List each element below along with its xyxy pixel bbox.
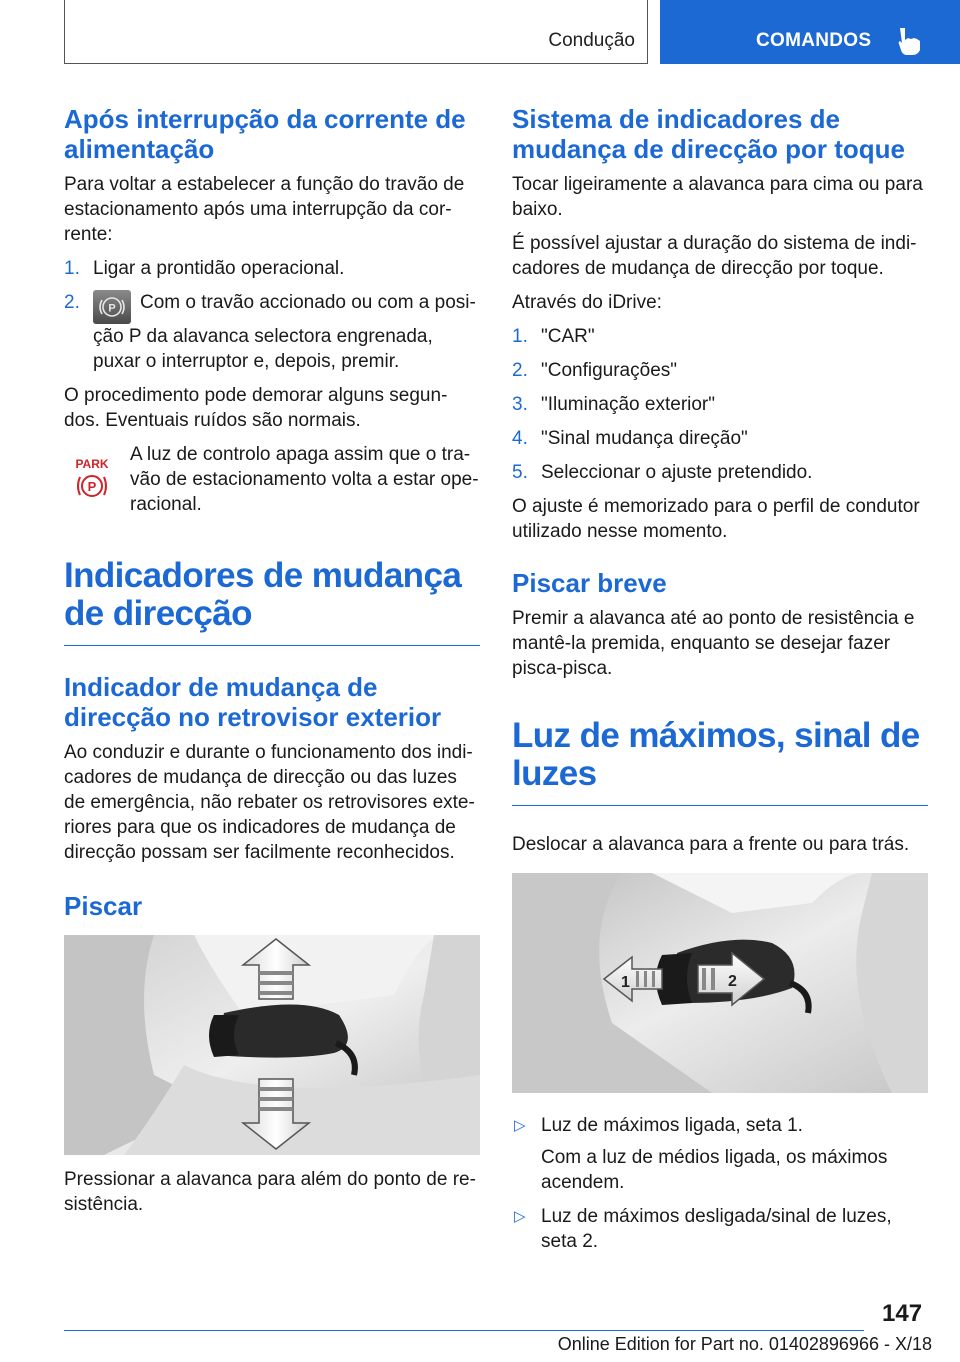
list-item	[512, 426, 928, 451]
chapter-tab-label: COMANDOS	[756, 30, 872, 51]
lever-up-down-photo	[64, 935, 480, 1155]
idrive-steps-list	[512, 324, 928, 485]
section-heading-touch-indicator: Sistema de indicadores de mudança de direcção por toque	[512, 104, 905, 164]
step-text: "Iluminação exterior"	[541, 394, 716, 415]
paragraph: Tocar ligeiramente a alavanca para cima ou para baixo.	[512, 174, 923, 220]
arrow-label-2: 2	[728, 973, 737, 990]
list-item	[512, 392, 928, 417]
step-number: 2.	[64, 292, 80, 313]
list-item	[64, 290, 480, 374]
chapter-heading-turn-signals: Indicadores de mudança de direcção	[64, 556, 462, 633]
chapter-heading-wrap	[512, 717, 928, 806]
list-item	[512, 1204, 928, 1254]
step-text: Seleccionar o ajuste pretendido.	[541, 462, 813, 483]
section-heading-piscar: Piscar	[64, 891, 143, 921]
list-item	[512, 460, 928, 485]
paragraph: Através do iDrive:	[512, 292, 662, 313]
step-number: 2.	[512, 360, 528, 381]
hand-pointer-icon	[896, 26, 922, 56]
list-item	[512, 1113, 928, 1138]
list-item	[512, 358, 928, 383]
steps-list	[64, 256, 480, 374]
paragraph: O ajuste é memorizado para o perfil de condutor utilizado nesse momento.	[512, 496, 920, 542]
left-column	[64, 104, 480, 1226]
chapter-heading-high-beam: Luz de máximos, sinal de luzes	[512, 716, 920, 793]
bullet-subtext: Com a luz de médios ligada, os máximos acendem.	[541, 1147, 888, 1193]
step-number: 1.	[64, 258, 80, 279]
step-number: 5.	[512, 462, 528, 483]
bullets-list	[512, 1113, 928, 1138]
header-section-box	[64, 0, 648, 64]
step-text: Ligar a prontidão operacional.	[93, 258, 345, 279]
step-text: "CAR"	[541, 326, 595, 347]
section-heading-mirror-indicator: Indicador de mudança de direcção no retrovisor exterior	[64, 672, 442, 732]
paragraph: O procedimento pode demorar alguns segun-dos. Eventuais ruídos são normais.	[64, 385, 448, 431]
park-warning-icon	[72, 456, 112, 502]
park-indicator-note	[64, 442, 480, 517]
step-number: 4.	[512, 428, 528, 449]
arrow-label-1: 1	[621, 974, 630, 991]
step-text: "Sinal mudança direção"	[541, 428, 748, 449]
svg-text:P: P	[108, 302, 116, 315]
paragraph: É possível ajustar a duração do sistema de indi-cadores de mudança de direcção por toque.	[512, 233, 917, 279]
parking-brake-button-icon	[93, 290, 131, 324]
chapter-tab[interactable]	[660, 0, 960, 64]
paragraph: Ao conduzir e durante o funcionamento dos indi-cadores de mudança de direcção ou das luzes de emergência, não rebater os retrovisores exte-riores para que os indicadores de mudança de direcção possam ser facilmente reconhecidos.	[64, 742, 475, 863]
paragraph: Para voltar a estabelecer a função do travão de estacionamento após uma interrupção da cor-rente:	[64, 174, 465, 245]
lever-forward-back-photo	[512, 873, 928, 1093]
edition-footer: Online Edition for Part no. 01402896966 - X/18	[557, 1334, 932, 1354]
paragraph: Premir a alavanca até ao ponto de resistência e mantê-la premida, enquanto se desejar fazer pisca-pisca.	[512, 608, 915, 679]
bullet-text: Luz de máximos ligada, seta 1.	[541, 1115, 803, 1136]
section-title: Condução	[548, 30, 635, 51]
triangle-bullet-icon: ▷	[514, 1117, 526, 1134]
step-text: Com o travão accionado ou com a posi-ção P da alavanca selectora engrenada, puxar o interruptor e, depois, premir.	[93, 292, 476, 372]
list-item	[64, 256, 480, 281]
list-item	[512, 324, 928, 349]
bullet-text: Luz de máximos desligada/sinal de luzes, seta 2.	[541, 1206, 892, 1252]
triangle-bullet-icon: ▷	[514, 1208, 526, 1225]
right-column	[512, 104, 928, 1263]
park-label: PARK	[75, 457, 109, 471]
page-number: 147	[882, 1300, 923, 1327]
paragraph: Deslocar a alavanca para a frente ou para trás.	[512, 834, 910, 855]
bullets-list	[512, 1204, 928, 1254]
paragraph: A luz de controlo apaga assim que o tra-vão de estacionamento volta a estar ope-racional.	[130, 444, 479, 515]
chapter-heading-wrap	[64, 557, 480, 646]
svg-text:P: P	[87, 479, 97, 494]
section-heading-power-interruption: Após interrupção da corrente de alimentação	[64, 104, 466, 164]
step-number: 1.	[512, 326, 528, 347]
step-number: 3.	[512, 394, 528, 415]
paragraph: Pressionar a alavanca para além do ponto de re-sistência.	[64, 1169, 476, 1215]
footer-divider	[64, 1330, 864, 1331]
step-text: "Configurações"	[541, 360, 678, 381]
section-heading-piscar-breve: Piscar breve	[512, 568, 667, 598]
